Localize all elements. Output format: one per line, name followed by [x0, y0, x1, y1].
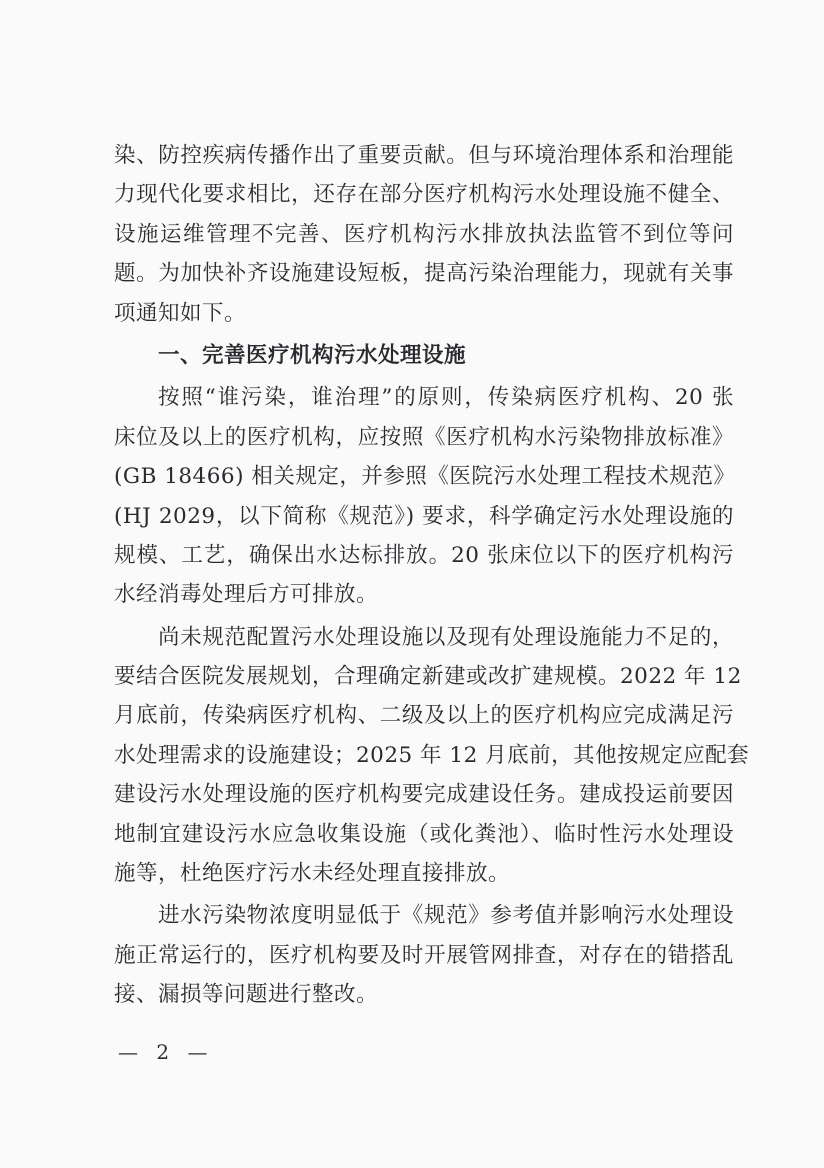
- text-line: 设施运维管理不完善、医疗机构污水排放执法监管不到位等问: [114, 221, 734, 247]
- text-line: (GB 18466) 相关规定，并参照《医院污水处理工程技术规范》: [114, 464, 736, 490]
- text-line: 床位及以上的医疗机构，应按照《医疗机构水污染物排放标准》: [114, 424, 734, 450]
- text-line: 施正常运行的，医疗机构要及时开展管网排查，对存在的错搭乱: [114, 942, 734, 968]
- text-line: 月底前，传染病医疗机构、二级及以上的医疗机构应完成满足污: [114, 703, 734, 729]
- text-line: 规模、工艺，确保出水达标排放。20 张床位以下的医疗机构污: [114, 542, 734, 568]
- text-line: 地制宜建设污水应急收集设施（或化粪池）、临时性污水处理设: [114, 821, 734, 847]
- section-heading: [114, 336, 734, 375]
- text-line: 要结合医院发展规划，合理确定新建或改扩建规模。2022 年 12: [114, 664, 742, 690]
- paragraph: [114, 378, 734, 614]
- text-line: 水经消毒处理后方可排放。: [114, 582, 379, 608]
- text-line: 题。为加快补齐设施建设短板，提高污染治理能力，现就有关事: [114, 261, 734, 287]
- document-body: [114, 136, 750, 1015]
- paragraph: [114, 896, 734, 1014]
- paragraph: [114, 136, 734, 333]
- text-line: 接、漏损等问题进行整改。: [114, 982, 379, 1008]
- text-line: 水处理需求的设施建设；2025 年 12 月底前，其他按规定应配套: [114, 742, 750, 768]
- text-line: 力现代化要求相比，还存在部分医疗机构污水处理设施不健全、: [114, 182, 734, 208]
- text-line: 项通知如下。: [114, 300, 247, 326]
- text-line: 进水污染物浓度明显低于《规范》参考值并影响污水处理设: [158, 903, 734, 929]
- text-line: (HJ 2029，以下简称《规范》) 要求，科学确定污水处理设施的: [114, 503, 734, 529]
- text-line: 施等，杜绝医疗污水未经处理直接排放。: [114, 861, 511, 887]
- text-line: 按照“谁污染，谁治理”的原则，传染病医疗机构、20 张: [158, 385, 734, 411]
- page-number: — 2 —: [118, 1040, 214, 1064]
- text-line: 建设污水处理设施的医疗机构要完成建设任务。建成投运前要因: [114, 782, 734, 808]
- text-line: 一、完善医疗机构污水处理设施: [158, 342, 467, 368]
- text-line: 尚未规范配置污水处理设施以及现有处理设施能力不足的，: [158, 624, 734, 650]
- text-line: 染、防控疾病传播作出了重要贡献。但与环境治理体系和治理能: [114, 143, 734, 168]
- paragraph: [114, 618, 750, 894]
